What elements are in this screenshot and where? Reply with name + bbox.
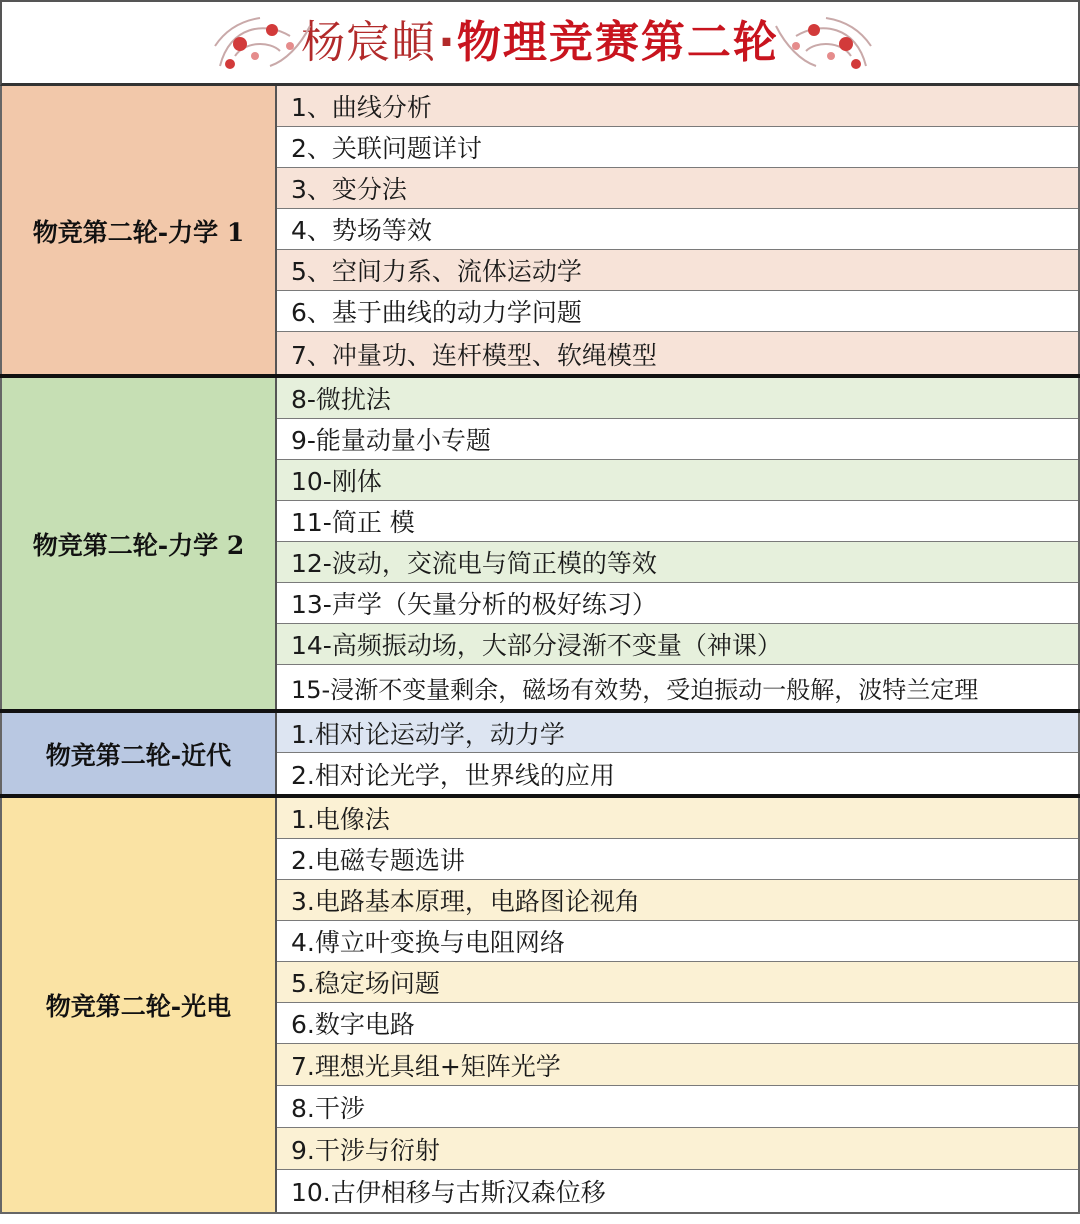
- section-label: 物竞第二轮-近代: [2, 713, 277, 794]
- list-item: 7、冲量功、连杆模型、软绳模型: [277, 332, 1078, 375]
- list-item: 12-波动，交流电与简正模的等效: [277, 542, 1078, 583]
- section-label: 物竞第二轮-力学 1: [2, 86, 277, 375]
- list-item: 3.电路基本原理，电路图论视角: [277, 880, 1078, 921]
- section-optics-electro: [0, 798, 1080, 1214]
- list-item: 9-能量动量小专题: [277, 419, 1078, 460]
- list-item: 1.电像法: [277, 798, 1078, 839]
- floral-ornament-icon: [210, 6, 320, 82]
- title-separator: ·: [438, 16, 455, 68]
- list-item: 5.稳定场问题: [277, 962, 1078, 1003]
- list-item: 11-简正 模: [277, 501, 1078, 542]
- floral-ornament-icon: [766, 6, 876, 82]
- course-name: 物理竞赛第二轮: [456, 16, 779, 68]
- section-mechanics-2: [0, 378, 1080, 709]
- list-item: 1、曲线分析: [277, 86, 1078, 127]
- list-item: 10-刚体: [277, 460, 1078, 501]
- topic-list: [277, 378, 1078, 709]
- topic-list: [277, 798, 1078, 1212]
- page-title: [301, 16, 779, 68]
- section-modern-physics: [0, 713, 1080, 794]
- topic-list: [277, 713, 1078, 794]
- list-item: 3、变分法: [277, 168, 1078, 209]
- list-item: 8.干涉: [277, 1086, 1078, 1128]
- list-item: 2.电磁专题选讲: [277, 839, 1078, 880]
- author-name: 杨宸頔: [301, 16, 437, 68]
- list-item: 6、基于曲线的动力学问题: [277, 291, 1078, 332]
- list-item: 6.数字电路: [277, 1003, 1078, 1044]
- list-item: 8-微扰法: [277, 378, 1078, 419]
- list-item: 7.理想光具组+矩阵光学: [277, 1044, 1078, 1086]
- list-item: 15-浸渐不变量剩余，磁场有效势，受迫振动一般解，波特兰定理: [277, 665, 1078, 709]
- title-banner: [0, 0, 1080, 86]
- list-item: 2.相对论光学，世界线的应用: [277, 753, 1078, 794]
- list-item: 2、关联问题详讨: [277, 127, 1078, 168]
- list-item: 14-高频振动场，大部分浸渐不变量（神课）: [277, 624, 1078, 665]
- list-item: 9.干涉与衍射: [277, 1128, 1078, 1170]
- list-item: 1.相对论运动学，动力学: [277, 713, 1078, 753]
- section-mechanics-1: [0, 86, 1080, 375]
- list-item: 13-声学（矢量分析的极好练习）: [277, 583, 1078, 624]
- section-label: 物竞第二轮-光电: [2, 798, 277, 1212]
- topic-list: [277, 86, 1078, 375]
- section-label: 物竞第二轮-力学 2: [2, 378, 277, 709]
- list-item: 4、势场等效: [277, 209, 1078, 250]
- list-item: 5、空间力系、流体运动学: [277, 250, 1078, 291]
- list-item: 10.古伊相移与古斯汉森位移: [277, 1170, 1078, 1212]
- list-item: 4.傅立叶变换与电阻网络: [277, 921, 1078, 962]
